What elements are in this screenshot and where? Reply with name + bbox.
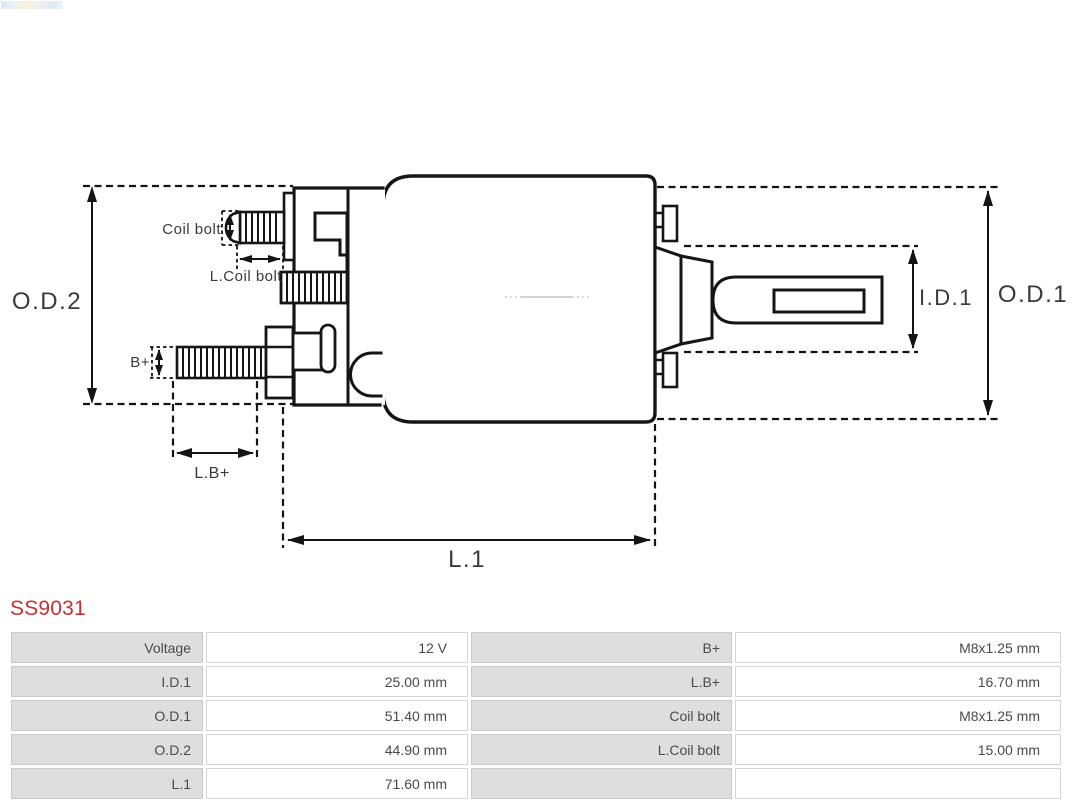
solenoid-body-group: [177, 176, 882, 422]
spec-value: 71.60 mm: [206, 768, 468, 799]
plunger-boss: [655, 247, 681, 353]
spec-value: 16.70 mm: [735, 666, 1061, 697]
spec-value: M8x1.25 mm: [735, 700, 1061, 731]
coil-bolt-tab-plate: [284, 193, 294, 260]
spec-value: [735, 768, 1061, 799]
b-plus-washer: [293, 333, 322, 370]
dim-label-b-plus: B+: [130, 354, 150, 371]
dim-label-coil-bolt: Coil bolt: [162, 221, 221, 238]
coil-bolt-bushing: [281, 272, 347, 303]
table-row: [11, 734, 1061, 765]
spec-label: I.D.1: [11, 666, 203, 697]
spec-label: L.Coil bolt: [471, 734, 732, 765]
spec-label: Voltage: [11, 632, 203, 663]
product-code-heading: SS9031: [10, 597, 86, 620]
spec-label: B+: [471, 632, 732, 663]
spec-value: M8x1.25 mm: [735, 632, 1061, 663]
table-row: [11, 768, 1061, 799]
plunger-slot: [774, 290, 864, 312]
spec-table: [8, 629, 1064, 802]
dim-label-od2: O.D.2: [11, 288, 83, 315]
spec-label: L.1: [11, 768, 203, 799]
dim-label-id1: I.D.1: [919, 285, 973, 310]
table-row: [11, 632, 1061, 663]
spec-label: O.D.1: [11, 700, 203, 731]
spec-value: 15.00 mm: [735, 734, 1061, 765]
spec-table-body: [11, 632, 1061, 799]
mounting-stud-bottom: [655, 353, 677, 387]
dim-label-lb-plus: L.B+: [194, 465, 230, 482]
coil-bolt-terminal: [226, 212, 284, 243]
plunger-collar: [681, 256, 712, 344]
table-row: [11, 700, 1061, 731]
dim-label-od1: O.D.1: [997, 281, 1069, 308]
dim-label-lcoil-bolt: L.Coil bolt: [209, 268, 282, 285]
solenoid-can: [383, 176, 655, 422]
spec-value: 25.00 mm: [206, 666, 468, 697]
spec-label: [471, 768, 732, 799]
spec-value: 12 V: [206, 632, 468, 663]
spec-value: 51.40 mm: [206, 700, 468, 731]
mounting-stud-top: [655, 206, 677, 241]
b-plus-spring-washer: [321, 325, 335, 372]
spec-label: O.D.2: [11, 734, 203, 765]
dim-label-l1: L.1: [448, 546, 486, 573]
table-row: [11, 666, 1061, 697]
spec-label: L.B+: [471, 666, 732, 697]
b-plus-nut: [266, 327, 293, 398]
spec-label: Coil bolt: [471, 700, 732, 731]
spec-value: 44.90 mm: [206, 734, 468, 765]
